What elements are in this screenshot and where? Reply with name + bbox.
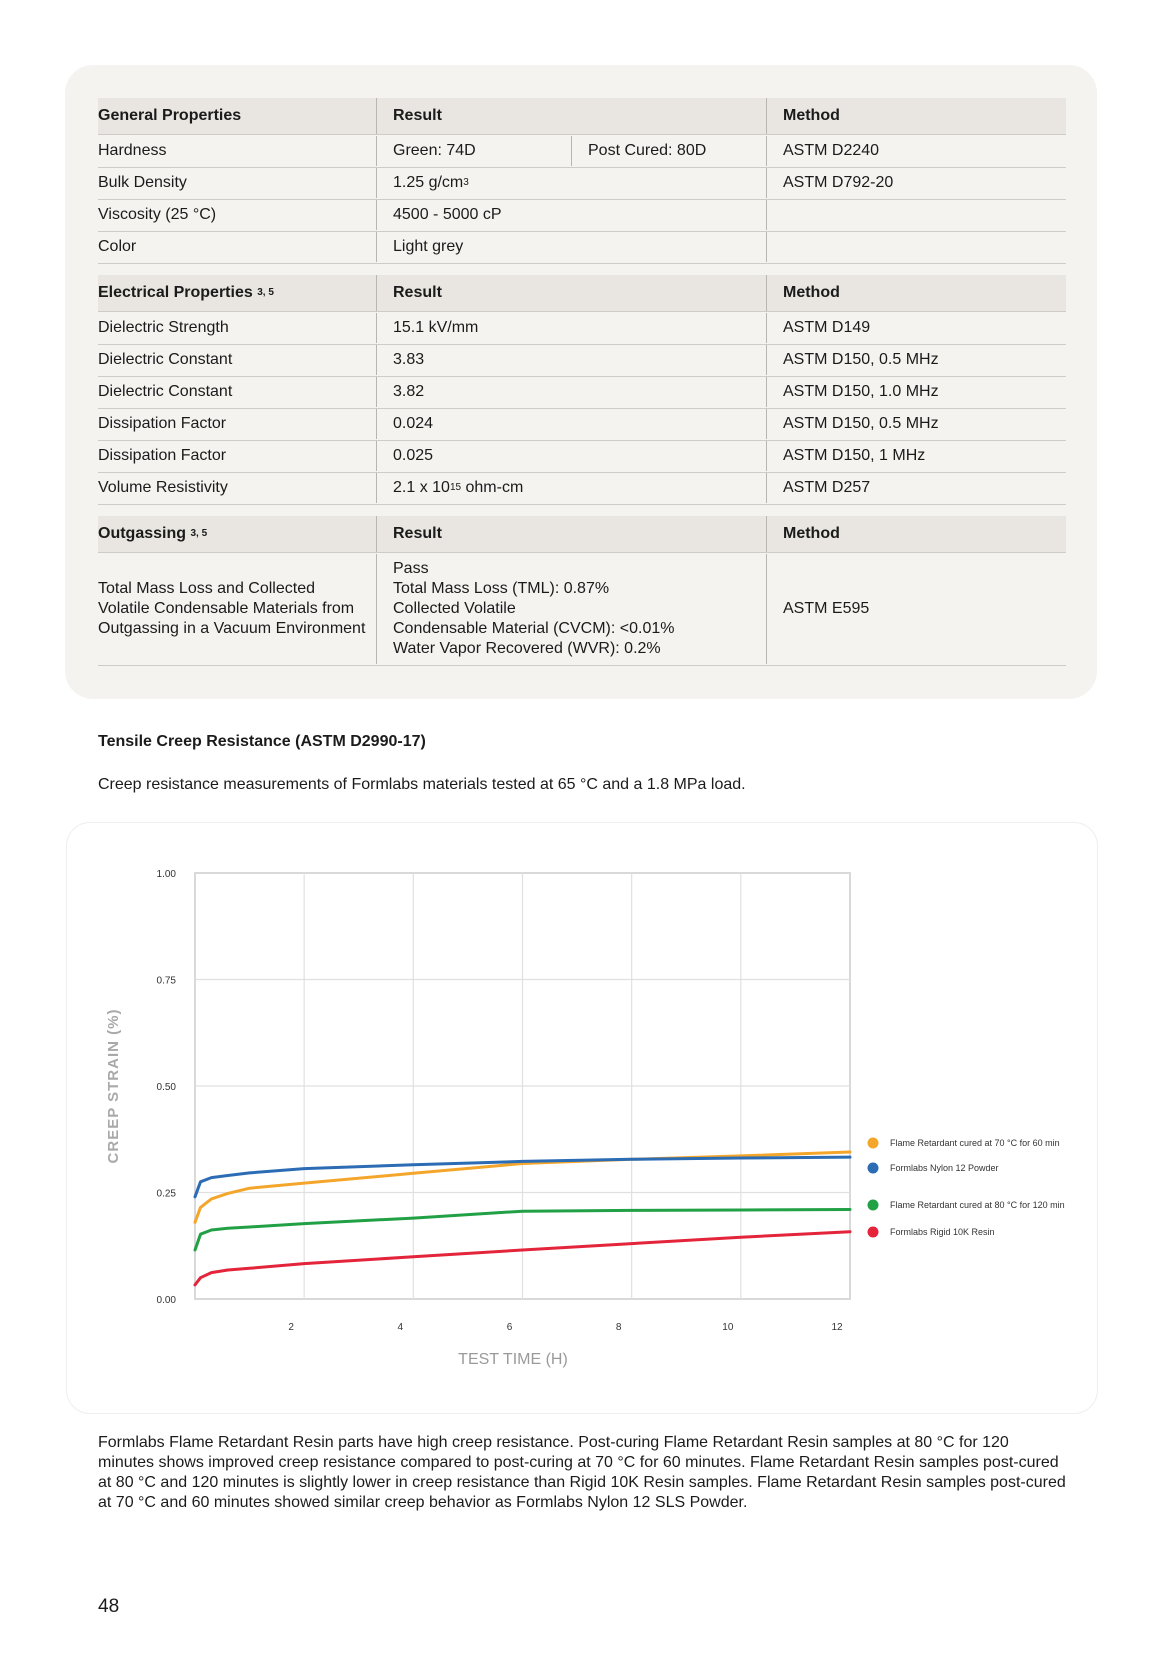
outgassing-header-name: Outgassing 3, 5 bbox=[98, 525, 208, 542]
row-method: ASTM D257 bbox=[766, 473, 1066, 503]
outgassing-header-result: Result bbox=[376, 516, 766, 552]
legend-label: Formlabs Nylon 12 Powder bbox=[890, 1163, 999, 1173]
row-method: ASTM E595 bbox=[766, 554, 1066, 664]
row-name: Volume Resistivity bbox=[98, 479, 228, 496]
outgassing-row-result: Pass Total Mass Loss (TML): 0.87% Collected Volatile Condensable Material (CVCM): <0.01% Water Vapor Recovered (WVR): 0.2% bbox=[376, 554, 766, 664]
row-name: Dielectric Strength bbox=[98, 319, 229, 336]
row-name: Dissipation Factor bbox=[98, 447, 227, 464]
y-tick-label: 0.50 bbox=[156, 1082, 176, 1093]
x-tick-label: 2 bbox=[288, 1322, 294, 1333]
x-tick-label: 10 bbox=[722, 1322, 734, 1333]
row-method: ASTM D150, 0.5 MHz bbox=[766, 345, 1066, 375]
general-header-result: Result bbox=[376, 98, 766, 134]
row-result: 15.1 kV/mm bbox=[376, 313, 766, 343]
row-name: Dissipation Factor bbox=[98, 415, 227, 432]
outgassing-row-name: Total Mass Loss and Collected Volatile Condensable Materials from Outgassing in a Vacuum Environment bbox=[98, 580, 366, 637]
row-name: Hardness bbox=[98, 142, 167, 159]
row-name: Bulk Density bbox=[98, 174, 187, 191]
row-result: 4500 - 5000 cP bbox=[376, 200, 766, 230]
body-paragraph: Formlabs Flame Retardant Resin parts have high creep resistance. Post-curing Flame Retardant Resin samples at 80 °C for 120 minutes shows improved creep resistance compared to post-curing at 70 °C for 60 minutes. Flame Retardant Resin samples post-cured at 80 °C and 120 minutes is slightly lower in creep resistance than Rigid 10K Resin samples. Flame Retardant Resin samples post-cured at 70 °C and 60 minutes showed similar creep behavior as Formlabs Nylon 12 SLS Powder. bbox=[98, 1434, 1066, 1511]
electrical-header-result: Result bbox=[376, 275, 766, 311]
legend-marker bbox=[868, 1227, 879, 1238]
row-name: Viscosity (25 °C) bbox=[98, 206, 217, 223]
row-method: ASTM D150, 0.5 MHz bbox=[766, 409, 1066, 439]
intro-text: Creep resistance measurements of Formlabs materials tested at 65 °C and a 1.8 MPa load. bbox=[98, 776, 746, 793]
row-result: 0.024 bbox=[376, 409, 766, 439]
electrical-header-name: Electrical Properties 3, 5 bbox=[98, 284, 274, 301]
legend-label: Flame Retardant cured at 80 °C for 120 min bbox=[890, 1200, 1065, 1210]
row-result: 0.025 bbox=[376, 441, 766, 471]
page-number: 48 bbox=[98, 1596, 120, 1617]
x-axis-label: TEST TIME (H) bbox=[458, 1351, 568, 1368]
legend-marker bbox=[868, 1163, 879, 1174]
general-header-name: General Properties bbox=[98, 107, 242, 124]
x-tick-label: 12 bbox=[831, 1322, 843, 1333]
row-result: Light grey bbox=[376, 232, 766, 262]
x-tick-label: 6 bbox=[506, 1322, 513, 1333]
x-tick-label: 4 bbox=[397, 1322, 404, 1333]
section-title: Tensile Creep Resistance (ASTM D2990-17) bbox=[98, 733, 426, 750]
y-tick-label: 1.00 bbox=[156, 869, 176, 880]
row-name: Dielectric Constant bbox=[98, 351, 233, 368]
row-result-green: Green: 74D bbox=[376, 136, 571, 166]
y-axis-label: CREEP STRAIN (%) bbox=[105, 1008, 122, 1164]
y-tick-label: 0.25 bbox=[156, 1188, 176, 1200]
row-result: 3.82 bbox=[376, 377, 766, 407]
outgassing-header-method: Method bbox=[766, 516, 1066, 552]
legend-marker bbox=[868, 1200, 879, 1211]
legend-label: Formlabs Rigid 10K Resin bbox=[890, 1227, 995, 1237]
electrical-header-method: Method bbox=[766, 275, 1066, 311]
row-result-post-cured: Post Cured: 80D bbox=[571, 136, 766, 166]
row-method: ASTM D792-20 bbox=[766, 168, 1066, 198]
row-result: 1.25 g/cm 3 bbox=[376, 168, 766, 198]
legend-label: Flame Retardant cured at 70 °C for 60 min bbox=[890, 1138, 1060, 1148]
row-method: ASTM D2240 bbox=[766, 136, 1066, 166]
row-result: 2.1 x 10 15 ohm-cm bbox=[376, 473, 766, 503]
x-tick-label: 8 bbox=[615, 1322, 622, 1333]
row-method: ASTM D149 bbox=[766, 313, 1066, 343]
row-name: Dielectric Constant bbox=[98, 383, 233, 400]
general-header-method: Method bbox=[766, 98, 1066, 134]
y-tick-label: 0.75 bbox=[156, 975, 176, 987]
legend-marker bbox=[868, 1138, 879, 1149]
row-result: 3.83 bbox=[376, 345, 766, 375]
row-method: ASTM D150, 1.0 MHz bbox=[766, 377, 1066, 407]
y-tick-label: 0.00 bbox=[156, 1295, 176, 1306]
row-name: Color bbox=[98, 238, 137, 255]
row-method: ASTM D150, 1 MHz bbox=[766, 441, 1066, 471]
